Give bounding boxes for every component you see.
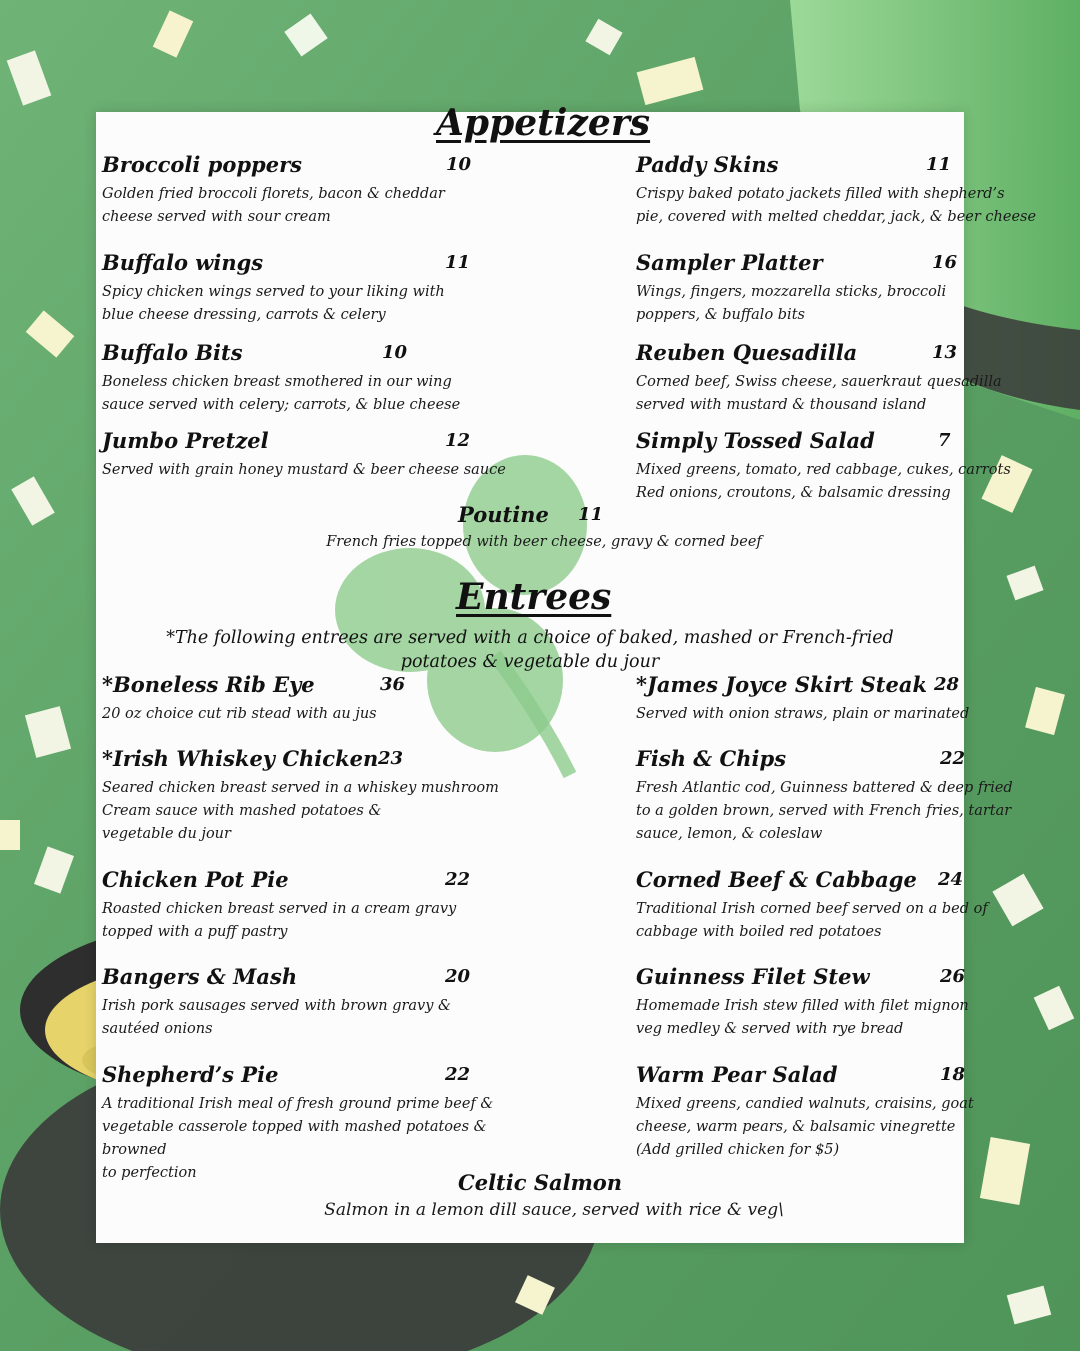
item-name: Broccoli poppers [102,152,302,177]
item-price: 23 [378,748,404,769]
item-price: 24 [938,869,964,890]
item-description: Roasted chicken breast served in a cream gravy topped with a puff pastry [102,901,457,940]
item-name: Celtic Salmon [458,1170,623,1195]
item-name: Jumbo Pretzel [102,428,269,453]
item-description: Served with grain honey mustard & beer cheese sauce [102,462,506,478]
item-description: Irish pork sausages served with brown gravy & sautéed onions [102,998,451,1037]
item-description: Fresh Atlantic cod, Guinness battered & deep fried to a golden brown, served with French fries, tartar sauce, lemon, & coleslaw [636,780,1013,842]
item-name: *Irish Whiskey Chicken [102,746,379,771]
item-price: 18 [940,1064,966,1085]
item-description: Mixed greens, tomato, red cabbage, cukes, carrots Red onions, croutons, & balsamic dressing [636,462,1011,501]
item-price: 26 [940,966,966,987]
item-description: French fries topped with beer cheese, gravy & corned beef [326,534,762,550]
menu-content [96,102,1037,1243]
item-price: 36 [380,674,406,695]
item-price: 12 [445,430,471,451]
item-name: *Boneless Rib Eye [102,672,315,697]
item-name: Buffalo wings [102,250,264,275]
item-description: Salmon in a lemon dill sauce, served with rice & veg\ [324,1200,784,1220]
item-description: Homemade Irish stew filled with filet mignon veg medley & served with rye bread [636,998,969,1037]
item-price: 22 [940,748,966,769]
item-description: Corned beef, Swiss cheese, sauerkraut quesadilla served with mustard & thousand island [636,374,1002,413]
item-price: 10 [382,342,408,363]
item-description: Seared chicken breast served in a whiskey mushroom Cream sauce with mashed potatoes & vegetable du jour [102,780,499,842]
item-price: 16 [932,252,958,273]
item-name: *James Joyce Skirt Steak [636,672,927,697]
item-price: 11 [926,154,952,175]
item-description: Mixed greens, candied walnuts, craisins, goat cheese, warm pears, & balsamic vinegrette (Add grilled chicken for $5) [636,1096,974,1158]
item-name: Guinness Filet Stew [636,964,870,989]
item-name: Buffalo Bits [102,340,243,365]
item-price: 7 [938,430,951,451]
item-price: 11 [578,504,604,525]
item-name: Simply Tossed Salad [636,428,875,453]
item-description: Crispy baked potato jackets filled with shepherd’s pie, covered with melted cheddar, jack, & beer cheese [636,186,1037,225]
item-name: Shepherd’s Pie [102,1062,279,1087]
item-description: Boneless chicken breast smothered in our wing sauce served with celery; carrots, & blue cheese [102,374,461,413]
item-description: Spicy chicken wings served to your liking with blue cheese dressing, carrots & celery [102,284,445,323]
item-name: Poutine [458,502,549,527]
item-price: 11 [445,252,471,273]
item-price: 22 [445,1064,471,1085]
entrees-heading: Entrees [456,576,612,618]
item-description: 20 oz choice cut rib stead with au jus [102,706,377,722]
item-price: 28 [934,674,960,695]
item-name: Fish & Chips [636,746,787,771]
item-name: Sampler Platter [636,250,823,275]
item-price: 22 [445,869,471,890]
item-name: Corned Beef & Cabbage [636,867,917,892]
entrees-note: *The following entrees are served with a choice of baked, mashed or French-fried potatoes & vegetable du jour [166,628,894,672]
item-description: A traditional Irish meal of fresh ground prime beef & vegetable casserole topped with mashed potatoes & browned to perfection [102,1096,494,1181]
item-name: Bangers & Mash [102,964,298,989]
item-name: Chicken Pot Pie [102,867,289,892]
item-name: Paddy Skins [636,152,779,177]
item-description: Golden fried broccoli florets, bacon & cheddar cheese served with sour cream [102,186,445,225]
item-price: 13 [932,342,958,363]
item-price: 20 [445,966,471,987]
item-description: Wings, fingers, mozzarella sticks, broccoli poppers, & buffalo bits [636,284,947,323]
item-name: Warm Pear Salad [636,1062,838,1087]
item-price: 10 [446,154,472,175]
item-description: Traditional Irish corned beef served on a bed of cabbage with boiled red potatoes [636,901,988,940]
item-name: Reuben Quesadilla [636,340,858,365]
item-description: Served with onion straws, plain or marinated [636,706,970,722]
appetizers-heading: Appetizers [436,102,651,144]
